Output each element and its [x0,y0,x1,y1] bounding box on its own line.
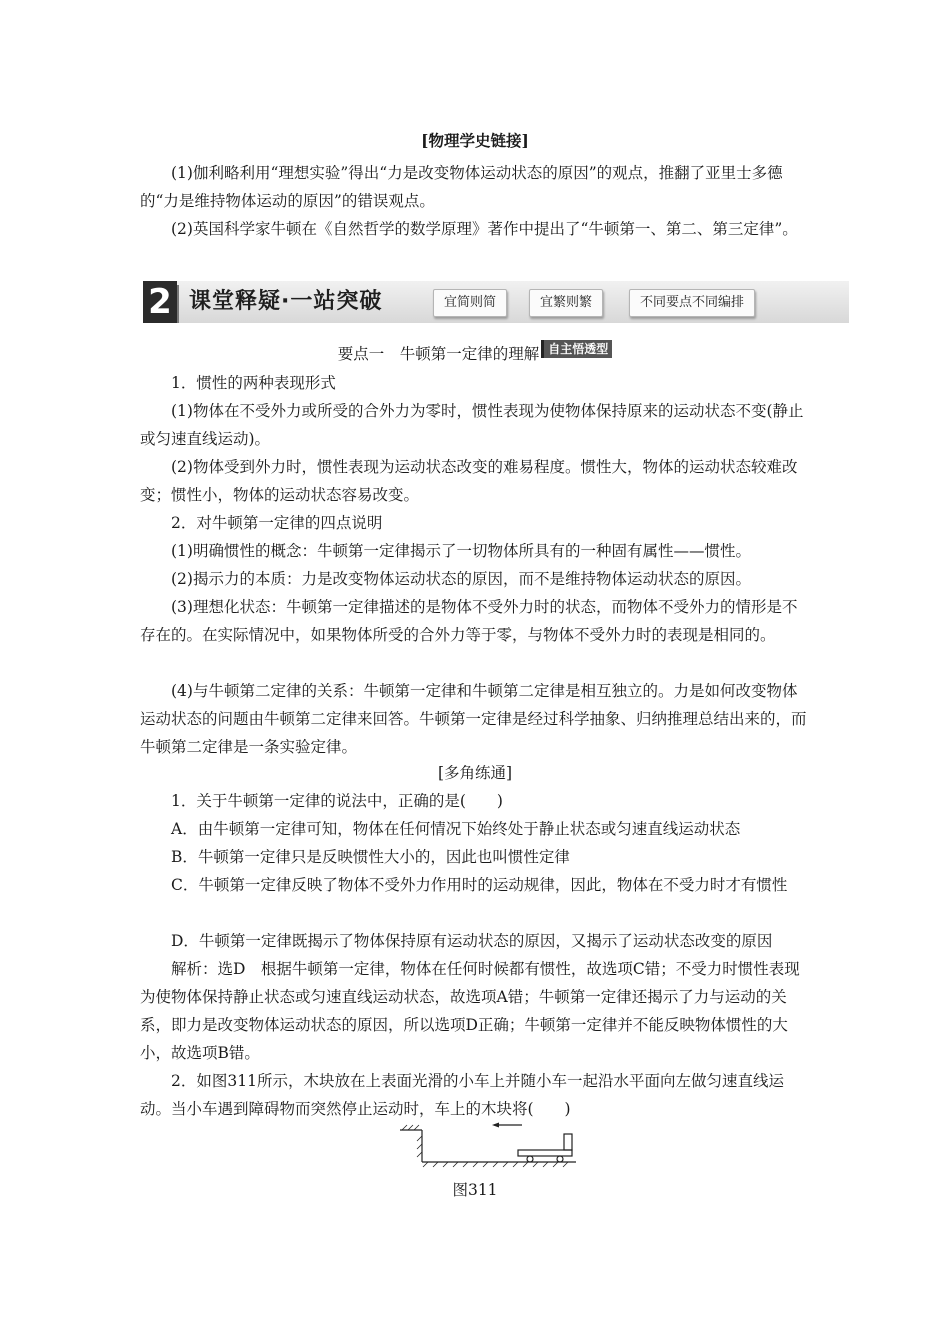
cart-body [518,1150,572,1156]
section-paragraph-3: (1)明确惯性的概念：牛顿第一定律揭示了一切物体所具有的一种固有属性——惯性。 [171,542,751,560]
section-heading-2: 2．对牛顿第一定律的四点说明 [171,514,383,532]
ground-hatch [402,1125,568,1167]
figure-cart-diagram [398,1122,582,1170]
history-paragraph-2: (2)英国科学家牛顿在《自然哲学的数学原理》著作中提出了“牛顿第一、第二、第三定律”。 [171,220,798,238]
cart-wheel-right [557,1156,563,1162]
history-paragraph-1: (1)伽利略利用“理想实验”得出“力是改变物体运动状态的原因”的观点，推翻了亚里士多德的“力是维持物体运动的原因”的错误观点。 [140,164,783,210]
wood-block [564,1134,572,1150]
section-paragraph-6: (4)与牛顿第二定律的关系：牛顿第一定律和牛顿第二定律是相互独立的。力是如何改变物体运动状态的问题由牛顿第二定律来回答。牛顿第一定律是经过科学抽象、归纳推理总结出来的，而牛顿第二定律是一条实验定律。 [140,682,807,756]
section-paragraph-1: (1)物体在不受外力或所受的合外力为零时，惯性表现为使物体保持原来的运动状态不变(静止或匀速直线运动)。 [140,402,804,448]
answer-analysis: 解析：选D 根据牛顿第一定律，物体在任何时候都有惯性，故选项C错；不受力时惯性表现为使物体保持静止状态或匀速直线运动状态，故选项A错；牛顿第一定律还揭示了力与运动的关系，即力是改变物体运动状态的原因，所以选项D正确；牛顿第一定律并不能反映物体惯性的大小，故选项B错。 [140,960,800,1062]
banner-tag-3: 不同要点不同编排 [629,289,755,317]
practice-heading: [多角练通] [437,764,513,782]
option-d: D．牛顿第一定律既揭示了物体保持原有运动状态的原因，又揭示了运动状态改变的原因 [171,932,773,950]
section-paragraph-4: (2)揭示力的本质：力是改变物体运动状态的原因，而不是维持物体运动状态的原因。 [171,570,751,588]
cart-wheel-left [527,1156,533,1162]
option-a: A．由牛顿第一定律可知，物体在任何情况下始终处于静止状态或匀速直线运动状态 [171,820,741,838]
section-title: 要点一 牛顿第一定律的理解 [337,345,540,363]
question-2: 2．如图311所示，木块放在上表面光滑的小车上并随小车一起沿水平面向左做匀速直线运动。当小车遇到障碍物而突然停止运动时，车上的木块将( ) [140,1072,784,1118]
self-study-badge: 自主悟透型 [541,340,612,358]
motion-arrow-head [492,1123,499,1128]
banner-tag-1: 宜简则简 [433,289,507,317]
banner-title: 课堂释疑·一站突破 [189,289,383,314]
section-heading-1: 1．惯性的两种表现形式 [171,374,336,392]
section-title-line [140,340,810,368]
option-b: B．牛顿第一定律只是反映惯性大小的，因此也叫惯性定律 [171,848,570,866]
option-c: C．牛顿第一定律反映了物体不受外力作用时的运动规律，因此，物体在不受力时才有惯性 [171,876,788,894]
section-paragraph-5: (3)理想化状态：牛顿第一定律描述的是物体不受外力时的状态，而物体不受外力的情形是不存在的。在实际情况中，如果物体所受的合外力等于零，与物体不受外力时的表现是相同的。 [140,598,798,644]
history-heading: [物理学史链接] [421,131,529,150]
banner-number: 2 [143,281,177,323]
section-banner [143,281,849,323]
banner-tag-2: 宜繁则繁 [529,289,603,317]
section-paragraph-2: (2)物体受到外力时，惯性表现为运动状态改变的难易程度。惯性大，物体的运动状态较难改变；惯性小，物体的运动状态容易改变。 [140,458,798,504]
figure-caption: 图311 [452,1181,498,1199]
question-1: 1．关于牛顿第一定律的说法中，正确的是( ) [171,792,503,810]
